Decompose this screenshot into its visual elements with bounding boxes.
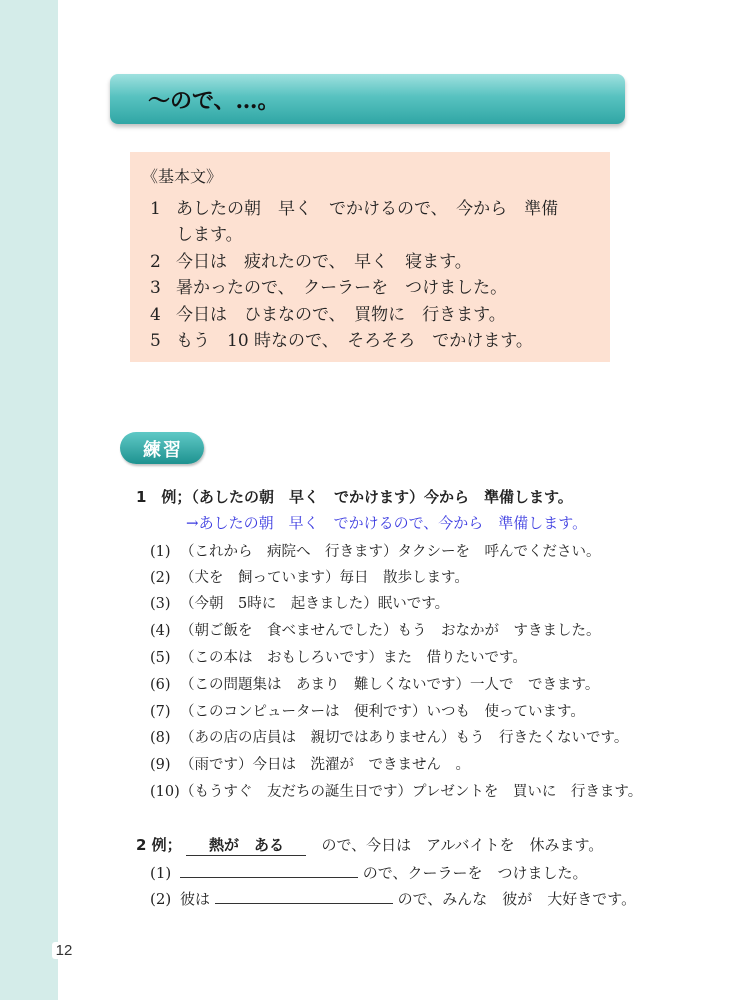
sentence-text: 暑かったので、 クーラーを つけました。 (176, 278, 508, 298)
exercise-item (150, 566, 469, 587)
item-text: （朝ご飯を 食べませんでした）もう おなかが すきました。 (180, 623, 601, 639)
item-number: (10) (150, 784, 180, 800)
example-answer: 熱が ある (186, 834, 306, 856)
exercise-2-item (150, 862, 587, 883)
page-number: 12 (52, 942, 76, 959)
basic-sentence (150, 194, 558, 219)
item-text: （この本は おもしろいです）また 借りたいです。 (180, 650, 527, 666)
practice-badge-label: 練習 (143, 440, 183, 461)
basic-sentence (150, 273, 507, 298)
item-text: （これから 病院へ 行きます）タクシーを 呼んでください。 (180, 544, 601, 560)
exercise-1-example: 1 例；（あしたの朝 早く でかけます）今から 準備します。 (136, 488, 573, 506)
exercise-item (150, 673, 599, 694)
exercise-1-answer: →あしたの朝 早く でかけるので、今から 準備します。 (186, 514, 588, 532)
item-text: （犬を 飼っています）毎日 散歩します。 (180, 570, 469, 586)
exercise-2-lead: 2 例； (136, 836, 182, 854)
exercise-item (150, 592, 449, 613)
sentence-text: 今日は ひまなので、 買物に 行きます。 (176, 305, 506, 325)
exercise-item (150, 780, 642, 801)
sentence-text: 今日は 疲れたので、 早く 寝ます。 (176, 252, 472, 272)
item-text: （あの店の店員は 親切ではありません）もう 行きたくないです。 (180, 730, 629, 746)
sentence-number: 5 (150, 331, 161, 351)
exercise-item (150, 619, 601, 640)
exercise-2-item (150, 888, 636, 909)
side-band (0, 0, 58, 1000)
exercise-item (150, 646, 527, 667)
sentence-number: 2 (150, 252, 161, 272)
item-number: (6) (150, 677, 171, 693)
item-text: （この問題集は あまり 難しくないです）一人で できます。 (180, 677, 600, 693)
basic-sentences-title: 《基本文》 (142, 167, 223, 186)
item-text: （このコンピューターは 便利です）いつも 使っています。 (180, 704, 585, 720)
item-number: (9) (150, 757, 171, 773)
item-suffix: ので、みんな 彼が 大好きです。 (397, 890, 637, 908)
basic-sentence (150, 220, 243, 245)
item-number: (5) (150, 650, 171, 666)
page-title: ～ので、…。 (148, 88, 280, 114)
item-number: (1) (150, 864, 172, 882)
item-number: (8) (150, 730, 171, 746)
sentence-number: 4 (150, 305, 161, 325)
answer-blank[interactable] (180, 863, 358, 878)
exercise-item (150, 753, 470, 774)
sentence-number: 3 (150, 278, 161, 298)
item-text: （雨です）今日は 洗濯が できません 。 (180, 757, 470, 773)
item-text: （もうすぐ 友だちの誕生日です）プレゼントを 買いに 行きます。 (180, 784, 643, 800)
item-number: (4) (150, 623, 171, 639)
basic-sentence (150, 326, 533, 351)
sentence-text: します。 (176, 225, 243, 245)
item-suffix: ので、クーラーを つけました。 (362, 864, 588, 882)
item-number: (3) (150, 596, 171, 612)
item-number: (2) (150, 570, 171, 586)
exercise-item (150, 540, 601, 561)
item-number: (1) (150, 544, 171, 560)
sentence-number: 1 (150, 199, 161, 219)
sentence-text: あしたの朝 早く でかけるので、 今から 準備 (176, 199, 559, 219)
basic-sentence (150, 300, 506, 325)
exercise-item (150, 726, 628, 747)
item-number: (7) (150, 704, 171, 720)
sentence-text: もう 10 時なので、 そろそろ でかけます。 (176, 331, 533, 351)
exercise-item (150, 700, 585, 721)
answer-blank[interactable] (215, 889, 393, 904)
basic-sentence (150, 247, 472, 272)
item-number: (2) (150, 890, 172, 908)
item-prefix: 彼は (180, 890, 211, 908)
example-sentence-rest: ので、今日は アルバイトを 休みます。 (306, 836, 604, 854)
exercise-2-example (136, 834, 603, 856)
item-text: （今朝 5時に 起きました）眠いです。 (180, 596, 450, 612)
